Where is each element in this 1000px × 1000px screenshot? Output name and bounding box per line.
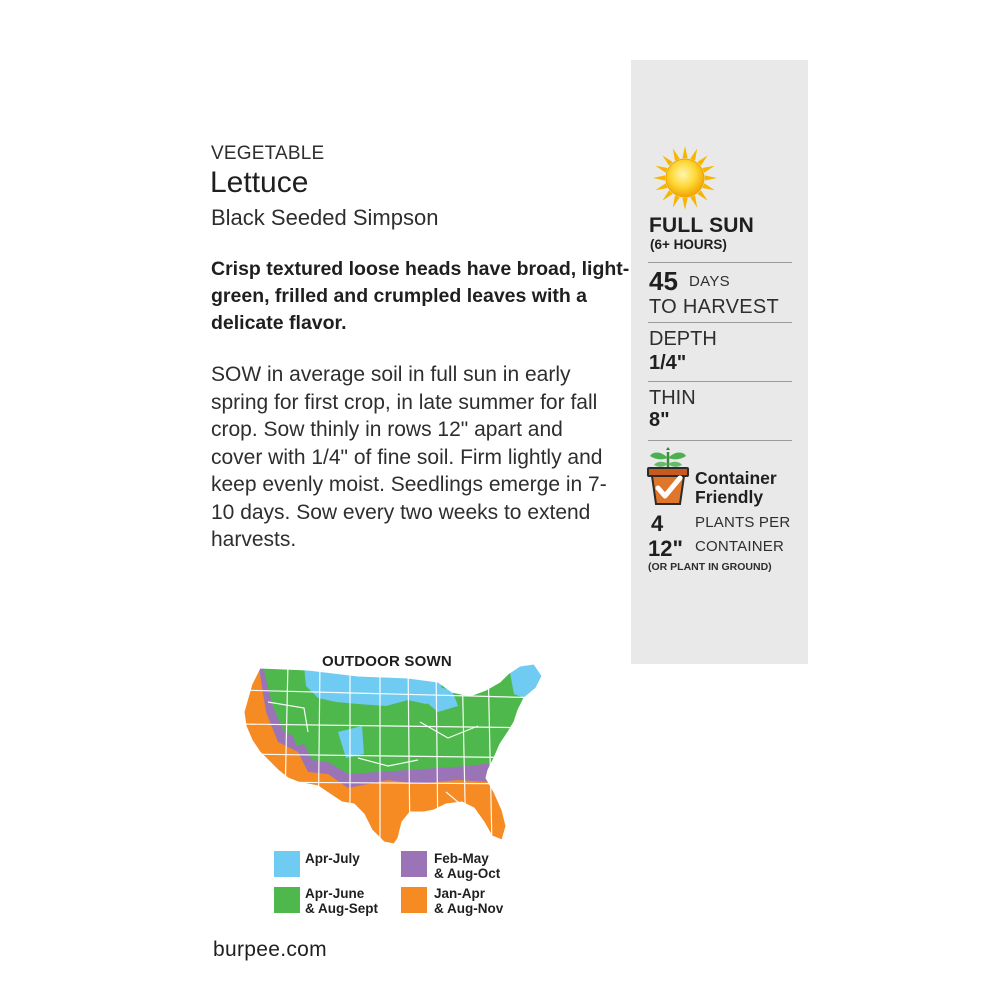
divider (648, 440, 792, 441)
container-friendly-label: Container Friendly (695, 468, 777, 507)
legend-label-jan-apr: Jan-Apr & Aug-Nov (434, 886, 504, 916)
sun-icon (651, 144, 719, 212)
days-label: DAYS (689, 273, 730, 290)
to-harvest-label: TO HARVEST (649, 296, 780, 318)
sun-requirement: FULL SUN (649, 214, 755, 237)
container-size-value: 12" (648, 536, 683, 561)
sowing-instructions: SOW in average soil in full sun in early spring for first crop, in late summer for fall crop. Sow thinly in rows 12" apart and cover with 1/4" of fine soil. Firm lightly and keep evenly moist. Seedlings emerge in 7-10 days. Sow every two weeks to extend harvests. (211, 363, 607, 551)
thin-value: 8" (649, 409, 670, 431)
thin-label: THIN (649, 387, 696, 409)
depth-label: DEPTH (649, 328, 717, 350)
legend-label-apr-june: Apr-June & Aug-Sept (305, 886, 378, 916)
legend-swatch-apr-june (274, 887, 300, 913)
legend-swatch-feb-may (401, 851, 427, 877)
legend-label-feb-may: Feb-May & Aug-Oct (434, 851, 501, 881)
plant-in-ground-note: (OR PLANT IN GROUND) (648, 561, 772, 573)
category-label: VEGETABLE (211, 143, 325, 164)
divider (648, 381, 792, 382)
legend-swatch-apr-july (274, 851, 300, 877)
description-lead: Crisp textured loose heads have broad, light-green, frilled and crumpled leaves with a delicate flavor. (211, 258, 630, 334)
sun-hours: (6+ HOURS) (650, 237, 727, 252)
legend-label-apr-july: Apr-July (305, 851, 360, 866)
plants-per-container-value: 4 (651, 511, 664, 536)
product-title: Lettuce (210, 166, 309, 199)
us-sowing-zone-map (238, 662, 548, 846)
depth-value: 1/4" (649, 352, 687, 374)
map-title: OUTDOOR SOWN (322, 653, 452, 670)
divider (648, 262, 792, 263)
plants-per-label: PLANTS PER (695, 514, 791, 531)
variety-name: Black Seeded Simpson (211, 205, 439, 230)
divider (648, 322, 792, 323)
container-pot-icon (644, 446, 692, 508)
days-to-harvest-value: 45 (649, 266, 678, 296)
website-link[interactable]: burpee.com (213, 938, 327, 961)
container-label: CONTAINER (695, 538, 785, 555)
legend-swatch-jan-apr (401, 887, 427, 913)
